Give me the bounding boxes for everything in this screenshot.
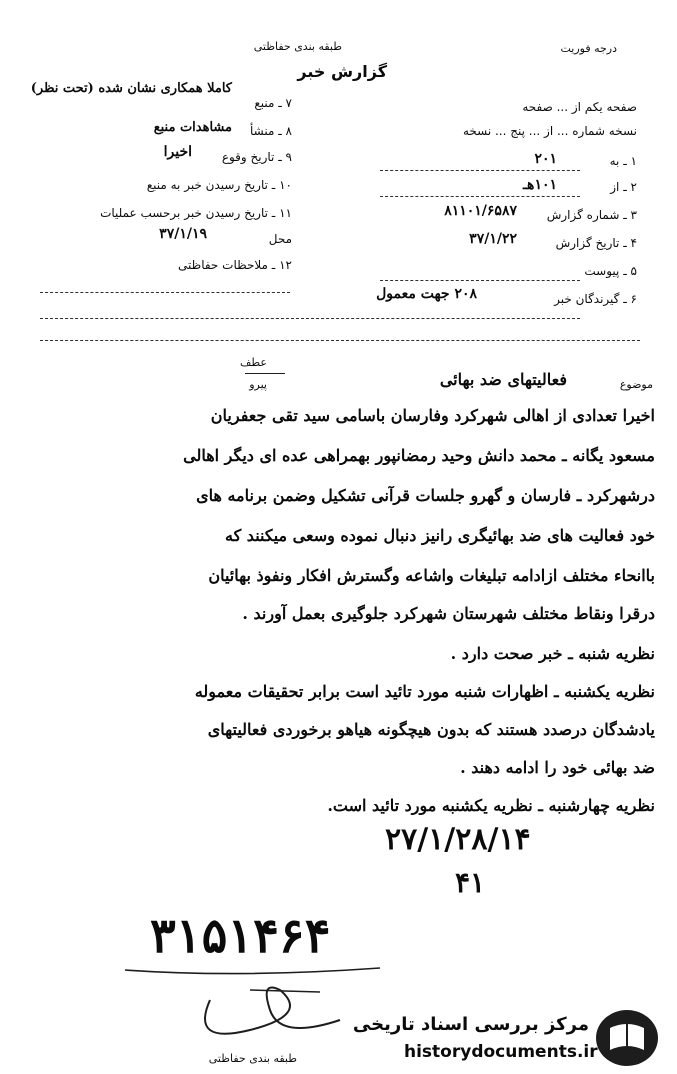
field-9-label: ۹ ـ تاریخ وقوع [221,150,292,164]
field-7-value: کاملا همکاری نشان شده (تحت نظر) [30,81,232,96]
subject-margin-bottom: پیرو [249,378,267,391]
field-1-rule [380,170,580,171]
subject-margin-top: عطف [240,356,267,369]
field-8-label: ۸ ـ منشأ [249,124,292,138]
field-6-rule [40,318,580,319]
location-label: محل [268,232,292,246]
subject-label: موضوع [619,378,653,391]
watermark-url: historydocuments.ir [404,1042,598,1062]
classification-top: طبقه بندی حفاظتی [253,40,342,53]
note-sunday-1: نظریه یکشنبه ـ اظهارات شنبه مورد تائید است برابر تحقیقات معموله [194,682,655,701]
field-10-label: ۱۰ ـ تاریخ رسیدن خبر به منبع [146,178,292,192]
body-line-5: باانحاء مختلف ازادامه تبلیغات واشاعه وگسترش افکار ونفوذ بهائیان [208,566,655,585]
field-7-label: ۷ ـ منبع [254,96,292,110]
field-2-rule [380,196,580,197]
field-5-rule [380,280,580,281]
field-2-value: ۱۰۱هـ [522,177,557,193]
signature-scribble [120,960,420,1050]
field-12-label: ۱۲ ـ ملاحظات حفاظتی [178,258,292,272]
body-line-1: اخیرا تعدادی از اهالی شهرکرد وفارسان باسامی سید تقی جعفریان [210,406,655,425]
field-12-rule [40,292,290,293]
subject-value: فعالیتهای ضد بهائی [439,370,567,389]
body-line-4: خود فعالیت های ضد بهائیگری رانیز دنبال نموده وسعی میکنند که [225,526,655,545]
field-4-value: ۳۷/۱/۲۲ [469,231,517,247]
field-6-label: ۶ ـ گیرندگان خبر [554,292,637,306]
subject-margin-divider [245,373,285,374]
body-line-2: مسعود یگانه ـ محمد دانش وحید رمضانپور بهمراهی عده ای دیگر اهالی [183,446,655,465]
report-title: گزارش خبر [297,62,387,81]
field-8-value: مشاهدات منبع [153,120,232,135]
watermark-logo [596,1010,658,1066]
copy-number-label: نسخه شماره ... از ... پنج ... نسخه [462,124,637,138]
field-11-label: ۱۱ ـ تاریخ رسیدن خبر برحسب عملیات [100,206,292,220]
field-2-label: ۲ ـ از [610,180,637,194]
note-saturday: نظریه شنبه ـ خبر صحت دارد . [450,644,655,663]
note-sunday-2: یادشدگان درصدد هستند که بدون هیچگونه هیاهو برخوردی فعالیتهای [207,720,655,739]
handwritten-big-number: ۳۱۵۱۴۶۴ [150,908,331,964]
separator-rule [40,340,640,341]
field-6-value: ۲۰۸ جهت معمول [376,286,477,302]
body-line-3: درشهرکرد ـ فارسان و گهرو جلسات قرآنی تشکیل وضمن برنامه های [196,486,655,505]
field-11-value: ۳۷/۱/۱۹ [159,226,207,242]
watermark-name: مرکز بررسی اسناد تاریخی [352,1014,589,1035]
note-sunday-3: ضد بهائی خود را ادامه دهند . [460,758,655,777]
field-1-label: ۱ ـ به [609,154,637,168]
note-wednesday: نظریه چهارشنبه ـ نظریه یکشنبه مورد تائید است. [327,796,655,815]
field-5-label: ۵ ـ پیوست [584,264,637,278]
body-line-6: درقرا ونقاط مختلف شهرستان شهرکرد جلوگیری بعمل آورند . [242,604,655,623]
handwritten-date-note: ۲۷/۱/۲۸/۱۴ [385,822,531,857]
book-icon [596,1010,658,1066]
field-1-value: ۲۰۱ [534,151,557,167]
field-9-value: اخیرا [163,144,192,160]
page-count-label: صفحه یکم از ... صفحه [522,100,637,114]
priority-label: درجه فوریت [560,42,617,55]
classification-bottom: طبقه بندی حفاظتی [208,1052,297,1065]
field-3-label: ۳ ـ شماره گزارش [546,208,637,222]
handwritten-small-code: ۴۱ [455,866,486,899]
field-3-value: ۸۱۱۰۱/۶۵۸۷ [444,203,517,219]
field-4-label: ۴ ـ تاریخ گزارش [555,236,637,250]
